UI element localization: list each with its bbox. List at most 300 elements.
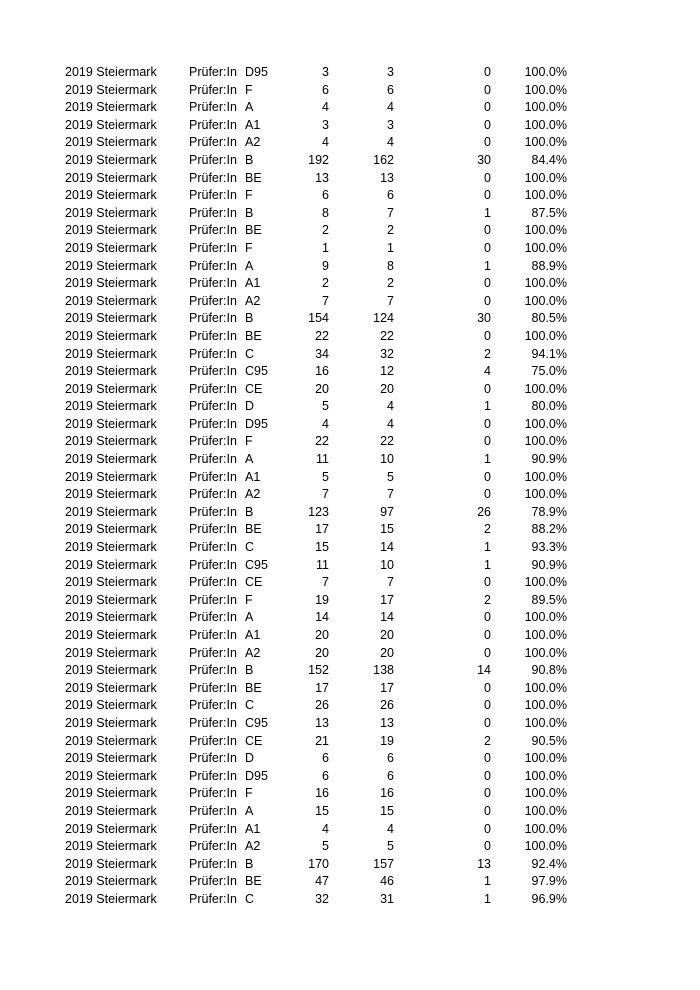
cell-license-class: F xyxy=(245,82,253,97)
cell-total: 2 xyxy=(322,223,329,238)
table-row xyxy=(0,609,700,627)
table-row xyxy=(0,416,700,434)
cell-role: Prüfer:In xyxy=(189,205,237,220)
cell-passed: 5 xyxy=(387,839,394,854)
cell-passed: 12 xyxy=(380,364,394,379)
cell-failed: 0 xyxy=(484,188,491,203)
cell-passed: 32 xyxy=(380,346,394,361)
cell-pass-rate: 100.0% xyxy=(524,628,567,642)
cell-total: 34 xyxy=(315,346,329,361)
cell-pass-rate: 100.0% xyxy=(524,276,567,291)
table-row xyxy=(0,521,700,539)
cell-license-class: B xyxy=(245,856,254,871)
cell-passed: 19 xyxy=(380,733,394,748)
cell-license-class: D95 xyxy=(245,65,268,79)
cell-failed: 0 xyxy=(484,768,491,783)
cell-total: 26 xyxy=(315,698,329,713)
cell-total: 3 xyxy=(322,65,329,79)
cell-failed: 0 xyxy=(484,610,491,625)
cell-license-class: A xyxy=(245,610,254,625)
cell-role: Prüfer:In xyxy=(189,610,237,625)
cell-total: 5 xyxy=(322,399,329,414)
cell-role: Prüfer:In xyxy=(189,575,237,590)
cell-total: 6 xyxy=(322,188,329,203)
cell-license-class: F xyxy=(245,434,253,449)
cell-passed: 15 xyxy=(380,803,394,818)
cell-pass-rate: 90.5% xyxy=(531,733,567,748)
cell-year-region: 2019 Steiermark xyxy=(65,188,157,203)
cell-year-region: 2019 Steiermark xyxy=(65,399,157,414)
cell-passed: 8 xyxy=(387,258,394,273)
table-row xyxy=(0,328,700,346)
cell-total: 21 xyxy=(315,733,329,748)
table-row xyxy=(0,680,700,698)
cell-role: Prüfer:In xyxy=(189,399,237,414)
table-row xyxy=(0,856,700,874)
cell-license-class: B xyxy=(245,205,254,220)
cell-passed: 4 xyxy=(387,135,394,150)
cell-year-region: 2019 Steiermark xyxy=(65,364,157,379)
cell-license-class: A1 xyxy=(245,469,261,484)
cell-license-class: A2 xyxy=(245,487,261,502)
cell-role: Prüfer:In xyxy=(189,715,237,730)
cell-passed: 22 xyxy=(380,434,394,449)
cell-passed: 157 xyxy=(373,856,394,871)
cell-passed: 7 xyxy=(387,487,394,502)
cell-pass-rate: 100.0% xyxy=(524,240,567,255)
table-row xyxy=(0,363,700,381)
table-row xyxy=(0,715,700,733)
table-row xyxy=(0,574,700,592)
cell-license-class: B xyxy=(245,311,254,326)
cell-year-region: 2019 Steiermark xyxy=(65,170,157,185)
cell-year-region: 2019 Steiermark xyxy=(65,803,157,818)
table-row xyxy=(0,504,700,522)
cell-failed: 13 xyxy=(477,856,491,871)
cell-role: Prüfer:In xyxy=(189,487,237,502)
cell-license-class: F xyxy=(245,188,253,203)
cell-license-class: C xyxy=(245,346,255,361)
cell-role: Prüfer:In xyxy=(189,65,237,79)
cell-year-region: 2019 Steiermark xyxy=(65,698,157,713)
cell-passed: 46 xyxy=(380,874,394,889)
cell-pass-rate: 100.0% xyxy=(524,223,567,238)
cell-total: 6 xyxy=(322,751,329,766)
cell-pass-rate: 100.0% xyxy=(524,188,567,203)
cell-failed: 0 xyxy=(484,469,491,484)
cell-license-class: C95 xyxy=(245,557,268,572)
table-row xyxy=(0,346,700,364)
cell-license-class: A2 xyxy=(245,645,261,660)
cell-total: 123 xyxy=(308,504,329,519)
cell-year-region: 2019 Steiermark xyxy=(65,328,157,343)
cell-role: Prüfer:In xyxy=(189,751,237,766)
cell-license-class: CE xyxy=(245,733,263,748)
table-row xyxy=(0,539,700,557)
cell-passed: 4 xyxy=(387,100,394,115)
cell-total: 1 xyxy=(322,240,329,255)
cell-failed: 1 xyxy=(484,540,491,555)
cell-passed: 138 xyxy=(373,663,394,678)
cell-failed: 26 xyxy=(477,504,491,519)
cell-failed: 0 xyxy=(484,575,491,590)
cell-pass-rate: 100.0% xyxy=(524,610,567,625)
cell-pass-rate: 75.0% xyxy=(531,364,567,379)
cell-passed: 6 xyxy=(387,768,394,783)
cell-role: Prüfer:In xyxy=(189,839,237,854)
cell-role: Prüfer:In xyxy=(189,381,237,396)
cell-total: 3 xyxy=(322,117,329,132)
cell-passed: 13 xyxy=(380,170,394,185)
cell-failed: 0 xyxy=(484,82,491,97)
cell-total: 19 xyxy=(315,592,329,607)
cell-total: 20 xyxy=(315,381,329,396)
cell-license-class: B xyxy=(245,663,254,678)
cell-passed: 17 xyxy=(380,592,394,607)
cell-pass-rate: 100.0% xyxy=(524,487,567,502)
cell-passed: 6 xyxy=(387,188,394,203)
table-row xyxy=(0,99,700,117)
cell-year-region: 2019 Steiermark xyxy=(65,768,157,783)
cell-failed: 1 xyxy=(484,874,491,889)
cell-license-class: A1 xyxy=(245,821,261,836)
table-row xyxy=(0,451,700,469)
cell-total: 7 xyxy=(322,293,329,308)
cell-year-region: 2019 Steiermark xyxy=(65,416,157,431)
cell-total: 8 xyxy=(322,205,329,220)
cell-role: Prüfer:In xyxy=(189,82,237,97)
cell-failed: 0 xyxy=(484,751,491,766)
cell-role: Prüfer:In xyxy=(189,698,237,713)
cell-failed: 0 xyxy=(484,487,491,502)
table-row xyxy=(0,275,700,293)
cell-total: 170 xyxy=(308,856,329,871)
cell-total: 4 xyxy=(322,100,329,115)
cell-passed: 22 xyxy=(380,328,394,343)
cell-pass-rate: 100.0% xyxy=(524,803,567,818)
cell-year-region: 2019 Steiermark xyxy=(65,575,157,590)
cell-failed: 0 xyxy=(484,715,491,730)
cell-role: Prüfer:In xyxy=(189,592,237,607)
cell-passed: 17 xyxy=(380,680,394,695)
table-row xyxy=(0,557,700,575)
cell-pass-rate: 100.0% xyxy=(524,751,567,766)
cell-failed: 1 xyxy=(484,452,491,467)
cell-pass-rate: 94.1% xyxy=(531,346,567,361)
cell-pass-rate: 100.0% xyxy=(524,821,567,836)
cell-total: 2 xyxy=(322,276,329,291)
cell-pass-rate: 78.9% xyxy=(531,504,567,519)
table-row xyxy=(0,469,700,487)
cell-license-class: D95 xyxy=(245,768,268,783)
cell-license-class: BE xyxy=(245,328,262,343)
cell-pass-rate: 90.9% xyxy=(531,452,567,467)
cell-role: Prüfer:In xyxy=(189,803,237,818)
table-row xyxy=(0,733,700,751)
cell-role: Prüfer:In xyxy=(189,891,237,906)
cell-license-class: A xyxy=(245,258,254,273)
cell-pass-rate: 100.0% xyxy=(524,416,567,431)
cell-role: Prüfer:In xyxy=(189,557,237,572)
cell-license-class: B xyxy=(245,504,254,519)
cell-pass-rate: 100.0% xyxy=(524,768,567,783)
cell-passed: 10 xyxy=(380,452,394,467)
cell-license-class: CE xyxy=(245,575,263,590)
cell-pass-rate: 89.5% xyxy=(531,592,567,607)
cell-failed: 2 xyxy=(484,733,491,748)
cell-license-class: A2 xyxy=(245,135,261,150)
cell-role: Prüfer:In xyxy=(189,152,237,167)
cell-passed: 5 xyxy=(387,469,394,484)
cell-year-region: 2019 Steiermark xyxy=(65,592,157,607)
cell-passed: 13 xyxy=(380,715,394,730)
table-row xyxy=(0,662,700,680)
cell-passed: 3 xyxy=(387,117,394,132)
cell-failed: 0 xyxy=(484,328,491,343)
cell-year-region: 2019 Steiermark xyxy=(65,240,157,255)
cell-passed: 7 xyxy=(387,293,394,308)
cell-pass-rate: 92.4% xyxy=(531,856,567,871)
cell-license-class: A1 xyxy=(245,628,261,642)
cell-passed: 14 xyxy=(380,540,394,555)
cell-role: Prüfer:In xyxy=(189,452,237,467)
cell-failed: 0 xyxy=(484,698,491,713)
table-row xyxy=(0,381,700,399)
table-row xyxy=(0,398,700,416)
cell-role: Prüfer:In xyxy=(189,117,237,132)
cell-total: 22 xyxy=(315,328,329,343)
cell-passed: 97 xyxy=(380,504,394,519)
cell-failed: 0 xyxy=(484,416,491,431)
cell-failed: 2 xyxy=(484,592,491,607)
cell-failed: 0 xyxy=(484,628,491,642)
cell-passed: 16 xyxy=(380,786,394,801)
cell-passed: 2 xyxy=(387,223,394,238)
cell-pass-rate: 100.0% xyxy=(524,117,567,132)
cell-year-region: 2019 Steiermark xyxy=(65,381,157,396)
cell-total: 4 xyxy=(322,416,329,431)
cell-year-region: 2019 Steiermark xyxy=(65,205,157,220)
cell-role: Prüfer:In xyxy=(189,504,237,519)
cell-failed: 0 xyxy=(484,680,491,695)
cell-license-class: C xyxy=(245,540,255,555)
table-row xyxy=(0,258,700,276)
cell-role: Prüfer:In xyxy=(189,276,237,291)
cell-passed: 6 xyxy=(387,751,394,766)
table-row xyxy=(0,627,700,645)
cell-license-class: BE xyxy=(245,223,262,238)
cell-total: 6 xyxy=(322,82,329,97)
cell-passed: 20 xyxy=(380,381,394,396)
cell-pass-rate: 100.0% xyxy=(524,839,567,854)
cell-year-region: 2019 Steiermark xyxy=(65,628,157,642)
cell-license-class: C xyxy=(245,891,255,906)
cell-total: 32 xyxy=(315,891,329,906)
cell-year-region: 2019 Steiermark xyxy=(65,469,157,484)
cell-role: Prüfer:In xyxy=(189,346,237,361)
cell-failed: 2 xyxy=(484,346,491,361)
cell-role: Prüfer:In xyxy=(189,874,237,889)
cell-failed: 0 xyxy=(484,786,491,801)
cell-license-class: A1 xyxy=(245,276,261,291)
cell-role: Prüfer:In xyxy=(189,100,237,115)
cell-year-region: 2019 Steiermark xyxy=(65,680,157,695)
cell-total: 152 xyxy=(308,663,329,678)
table-row xyxy=(0,240,700,258)
cell-year-region: 2019 Steiermark xyxy=(65,751,157,766)
cell-license-class: D95 xyxy=(245,416,268,431)
cell-failed: 0 xyxy=(484,803,491,818)
cell-year-region: 2019 Steiermark xyxy=(65,733,157,748)
cell-role: Prüfer:In xyxy=(189,768,237,783)
cell-year-region: 2019 Steiermark xyxy=(65,522,157,537)
cell-passed: 7 xyxy=(387,575,394,590)
cell-year-region: 2019 Steiermark xyxy=(65,152,157,167)
table-row xyxy=(0,187,700,205)
cell-role: Prüfer:In xyxy=(189,434,237,449)
cell-role: Prüfer:In xyxy=(189,645,237,660)
cell-year-region: 2019 Steiermark xyxy=(65,452,157,467)
table-row xyxy=(0,750,700,768)
cell-passed: 6 xyxy=(387,82,394,97)
cell-pass-rate: 84.4% xyxy=(531,152,567,167)
cell-pass-rate: 100.0% xyxy=(524,65,567,79)
table-row xyxy=(0,134,700,152)
cell-year-region: 2019 Steiermark xyxy=(65,293,157,308)
cell-passed: 7 xyxy=(387,205,394,220)
cell-failed: 0 xyxy=(484,434,491,449)
cell-pass-rate: 100.0% xyxy=(524,469,567,484)
cell-role: Prüfer:In xyxy=(189,240,237,255)
table-row xyxy=(0,486,700,504)
cell-year-region: 2019 Steiermark xyxy=(65,135,157,150)
cell-year-region: 2019 Steiermark xyxy=(65,258,157,273)
cell-license-class: C95 xyxy=(245,715,268,730)
cell-total: 13 xyxy=(315,170,329,185)
cell-license-class: A xyxy=(245,100,254,115)
cell-role: Prüfer:In xyxy=(189,328,237,343)
cell-total: 13 xyxy=(315,715,329,730)
cell-failed: 1 xyxy=(484,557,491,572)
cell-total: 7 xyxy=(322,575,329,590)
cell-total: 15 xyxy=(315,803,329,818)
cell-role: Prüfer:In xyxy=(189,223,237,238)
cell-failed: 1 xyxy=(484,891,491,906)
cell-failed: 0 xyxy=(484,117,491,132)
table-row xyxy=(0,310,700,328)
cell-year-region: 2019 Steiermark xyxy=(65,839,157,854)
cell-total: 20 xyxy=(315,628,329,642)
cell-pass-rate: 80.0% xyxy=(531,399,567,414)
cell-total: 17 xyxy=(315,680,329,695)
cell-failed: 1 xyxy=(484,205,491,220)
cell-license-class: BE xyxy=(245,680,262,695)
cell-failed: 1 xyxy=(484,258,491,273)
cell-failed: 30 xyxy=(477,152,491,167)
cell-pass-rate: 90.9% xyxy=(531,557,567,572)
cell-year-region: 2019 Steiermark xyxy=(65,117,157,132)
cell-pass-rate: 80.5% xyxy=(531,311,567,326)
cell-passed: 26 xyxy=(380,698,394,713)
cell-passed: 15 xyxy=(380,522,394,537)
cell-total: 11 xyxy=(316,452,329,467)
table-row xyxy=(0,768,700,786)
cell-year-region: 2019 Steiermark xyxy=(65,434,157,449)
cell-failed: 0 xyxy=(484,276,491,291)
cell-total: 20 xyxy=(315,645,329,660)
cell-license-class: B xyxy=(245,152,254,167)
cell-role: Prüfer:In xyxy=(189,856,237,871)
cell-pass-rate: 90.8% xyxy=(531,663,567,678)
cell-passed: 4 xyxy=(387,821,394,836)
cell-total: 4 xyxy=(322,821,329,836)
cell-failed: 0 xyxy=(484,223,491,238)
cell-total: 16 xyxy=(315,364,329,379)
cell-license-class: D xyxy=(245,399,255,414)
cell-passed: 20 xyxy=(380,628,394,642)
cell-license-class: F xyxy=(245,592,253,607)
cell-pass-rate: 100.0% xyxy=(524,786,567,801)
table-row xyxy=(0,645,700,663)
cell-pass-rate: 100.0% xyxy=(524,135,567,150)
cell-total: 47 xyxy=(315,874,329,889)
cell-license-class: BE xyxy=(245,170,262,185)
cell-total: 14 xyxy=(315,610,329,625)
cell-role: Prüfer:In xyxy=(189,628,237,642)
cell-year-region: 2019 Steiermark xyxy=(65,557,157,572)
cell-pass-rate: 100.0% xyxy=(524,293,567,308)
cell-total: 16 xyxy=(315,786,329,801)
cell-role: Prüfer:In xyxy=(189,170,237,185)
table-row xyxy=(0,891,700,909)
cell-total: 15 xyxy=(315,540,329,555)
cell-role: Prüfer:In xyxy=(189,663,237,678)
cell-failed: 0 xyxy=(484,839,491,854)
cell-failed: 0 xyxy=(484,100,491,115)
cell-pass-rate: 87.5% xyxy=(531,205,567,220)
cell-license-class: C xyxy=(245,698,255,713)
cell-license-class: A1 xyxy=(245,117,261,132)
cell-year-region: 2019 Steiermark xyxy=(65,65,157,79)
cell-license-class: F xyxy=(245,786,253,801)
cell-passed: 162 xyxy=(373,152,394,167)
table-row xyxy=(0,205,700,223)
cell-pass-rate: 93.3% xyxy=(531,540,567,555)
cell-failed: 0 xyxy=(484,240,491,255)
cell-license-class: D xyxy=(245,751,255,766)
cell-year-region: 2019 Steiermark xyxy=(65,223,157,238)
cell-passed: 31 xyxy=(380,891,394,906)
cell-license-class: C95 xyxy=(245,364,268,379)
cell-failed: 0 xyxy=(484,293,491,308)
cell-pass-rate: 100.0% xyxy=(524,575,567,590)
data-table xyxy=(0,64,700,909)
cell-role: Prüfer:In xyxy=(189,258,237,273)
cell-failed: 0 xyxy=(484,821,491,836)
table-row xyxy=(0,293,700,311)
cell-year-region: 2019 Steiermark xyxy=(65,487,157,502)
table-row xyxy=(0,697,700,715)
table-row xyxy=(0,82,700,100)
cell-passed: 4 xyxy=(387,399,394,414)
cell-passed: 2 xyxy=(387,276,394,291)
table-row xyxy=(0,64,700,82)
cell-pass-rate: 100.0% xyxy=(524,434,567,449)
cell-role: Prüfer:In xyxy=(189,416,237,431)
cell-passed: 14 xyxy=(380,610,394,625)
cell-pass-rate: 100.0% xyxy=(524,381,567,396)
cell-year-region: 2019 Steiermark xyxy=(65,856,157,871)
